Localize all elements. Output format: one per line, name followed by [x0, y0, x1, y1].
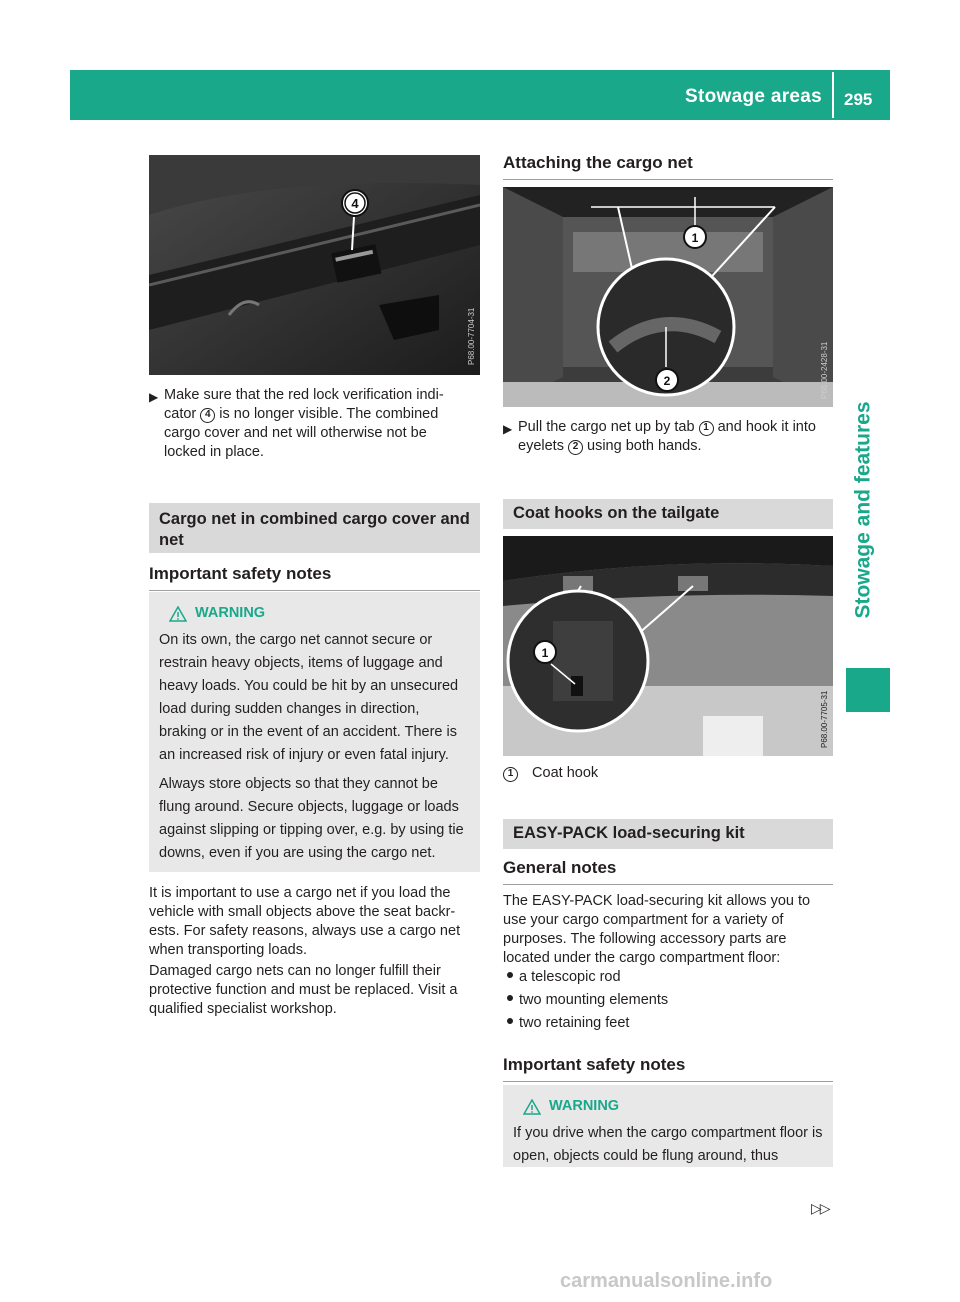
tailgate-coat-hook-image [503, 536, 833, 756]
step-arrow-icon: ▶ [503, 422, 513, 436]
list-item: two retaining feet [507, 1015, 629, 1031]
image-callout-1: 1 [691, 231, 699, 245]
section-title: Stowage areas [685, 86, 822, 107]
warning-triangle-icon [523, 1099, 541, 1115]
image-callout-2: 2 [663, 374, 671, 388]
general-notes-text: The EASY-PACK load-securing kit allows you to use your cargo compartment for a variety of purposes. The following accessory parts are located under the cargo compartment floor: [503, 893, 811, 966]
side-tab-marker [846, 668, 890, 712]
warning-triangle-icon [169, 606, 187, 622]
list-item: two mounting elements [507, 992, 668, 1008]
header-divider [832, 72, 834, 118]
warning-paragraph-1: On its own, the cargo net cannot secure or restrain heavy objects, items of luggage and heavy loads. You could be hit by an unsecured load during sudden changes in direction, braking or in the event of an accident. There is an increased risk of injury or even fatal injury. [159, 632, 459, 763]
subheading-safety-notes-2: Important safety notes [503, 1055, 833, 1082]
marker-1: 1 [699, 421, 714, 436]
cargo-net-image [503, 187, 833, 407]
warning-box [149, 592, 480, 872]
step-arrow-icon: ▶ [149, 390, 159, 404]
legend-coat-hook: 1 Coat hook [503, 764, 598, 783]
warning-title: WARNING [169, 602, 470, 625]
subheading-general-notes: General notes [503, 858, 833, 885]
warning-paragraph-2: Always store objects so that they cannot be flung around. Secure objects, luggage or loads against slipping or tipping over, e.g. by using tie downs, even if you are using the cargo net. [159, 776, 464, 861]
page-number: 295 [844, 90, 873, 109]
warning-paragraph: If you drive when the cargo compartment floor is open, objects could be flung around, thus [513, 1125, 823, 1164]
subheading-safety-notes: Important safety notes [149, 564, 480, 591]
list-item: a telescopic rod [507, 969, 621, 985]
image-code: P68.00-7704-31 [467, 307, 476, 365]
section-heading-easy-pack: EASY-PACK load-securing kit [503, 819, 833, 849]
side-tab [844, 380, 884, 640]
image-callout-4: 4 [351, 196, 359, 211]
section-heading-coat-hooks: Coat hooks on the tailgate [503, 499, 833, 529]
image-code: P68.00-7705-31 [820, 690, 829, 748]
body-paragraph-2: Damaged cargo nets can no longer fulfill their protective function and must be replaced. Visit a qualified specialist workshop. [149, 963, 458, 1017]
warning-box-2 [503, 1085, 833, 1167]
warning-title: WARNING [523, 1095, 823, 1118]
continue-arrow-icon: ▷▷ [811, 1200, 829, 1216]
image-code: P68.00-2428-31 [820, 341, 829, 399]
section-heading-cargo-net: Cargo net in combined cargo cover and net [149, 503, 480, 553]
body-paragraph-1: It is important to use a cargo net if you load the vehicle with small objects above the seat backr-ests. For safety reasons, always use a cargo net when transporting loads. [149, 885, 461, 958]
marker-4: 4 [200, 408, 215, 423]
marker-2: 2 [568, 440, 583, 455]
cargo-cover-lock-image [149, 155, 480, 375]
subheading-attaching-cargo-net: Attaching the cargo net [503, 153, 833, 180]
step-instruction: Make sure that the red lock verification indi- cator 4 is no longer visible. The combined cargo cover and net will otherwise not be locked in place. [164, 387, 444, 460]
marker-1: 1 [503, 767, 518, 782]
side-tab-label: Stowage and features [852, 401, 875, 619]
image-callout-1: 1 [541, 646, 549, 660]
watermark: carmanualsonline.info [560, 1270, 773, 1292]
step-instruction-net: Pull the cargo net up by tab 1 and hook it into eyelets 2 using both hands. [518, 419, 816, 454]
